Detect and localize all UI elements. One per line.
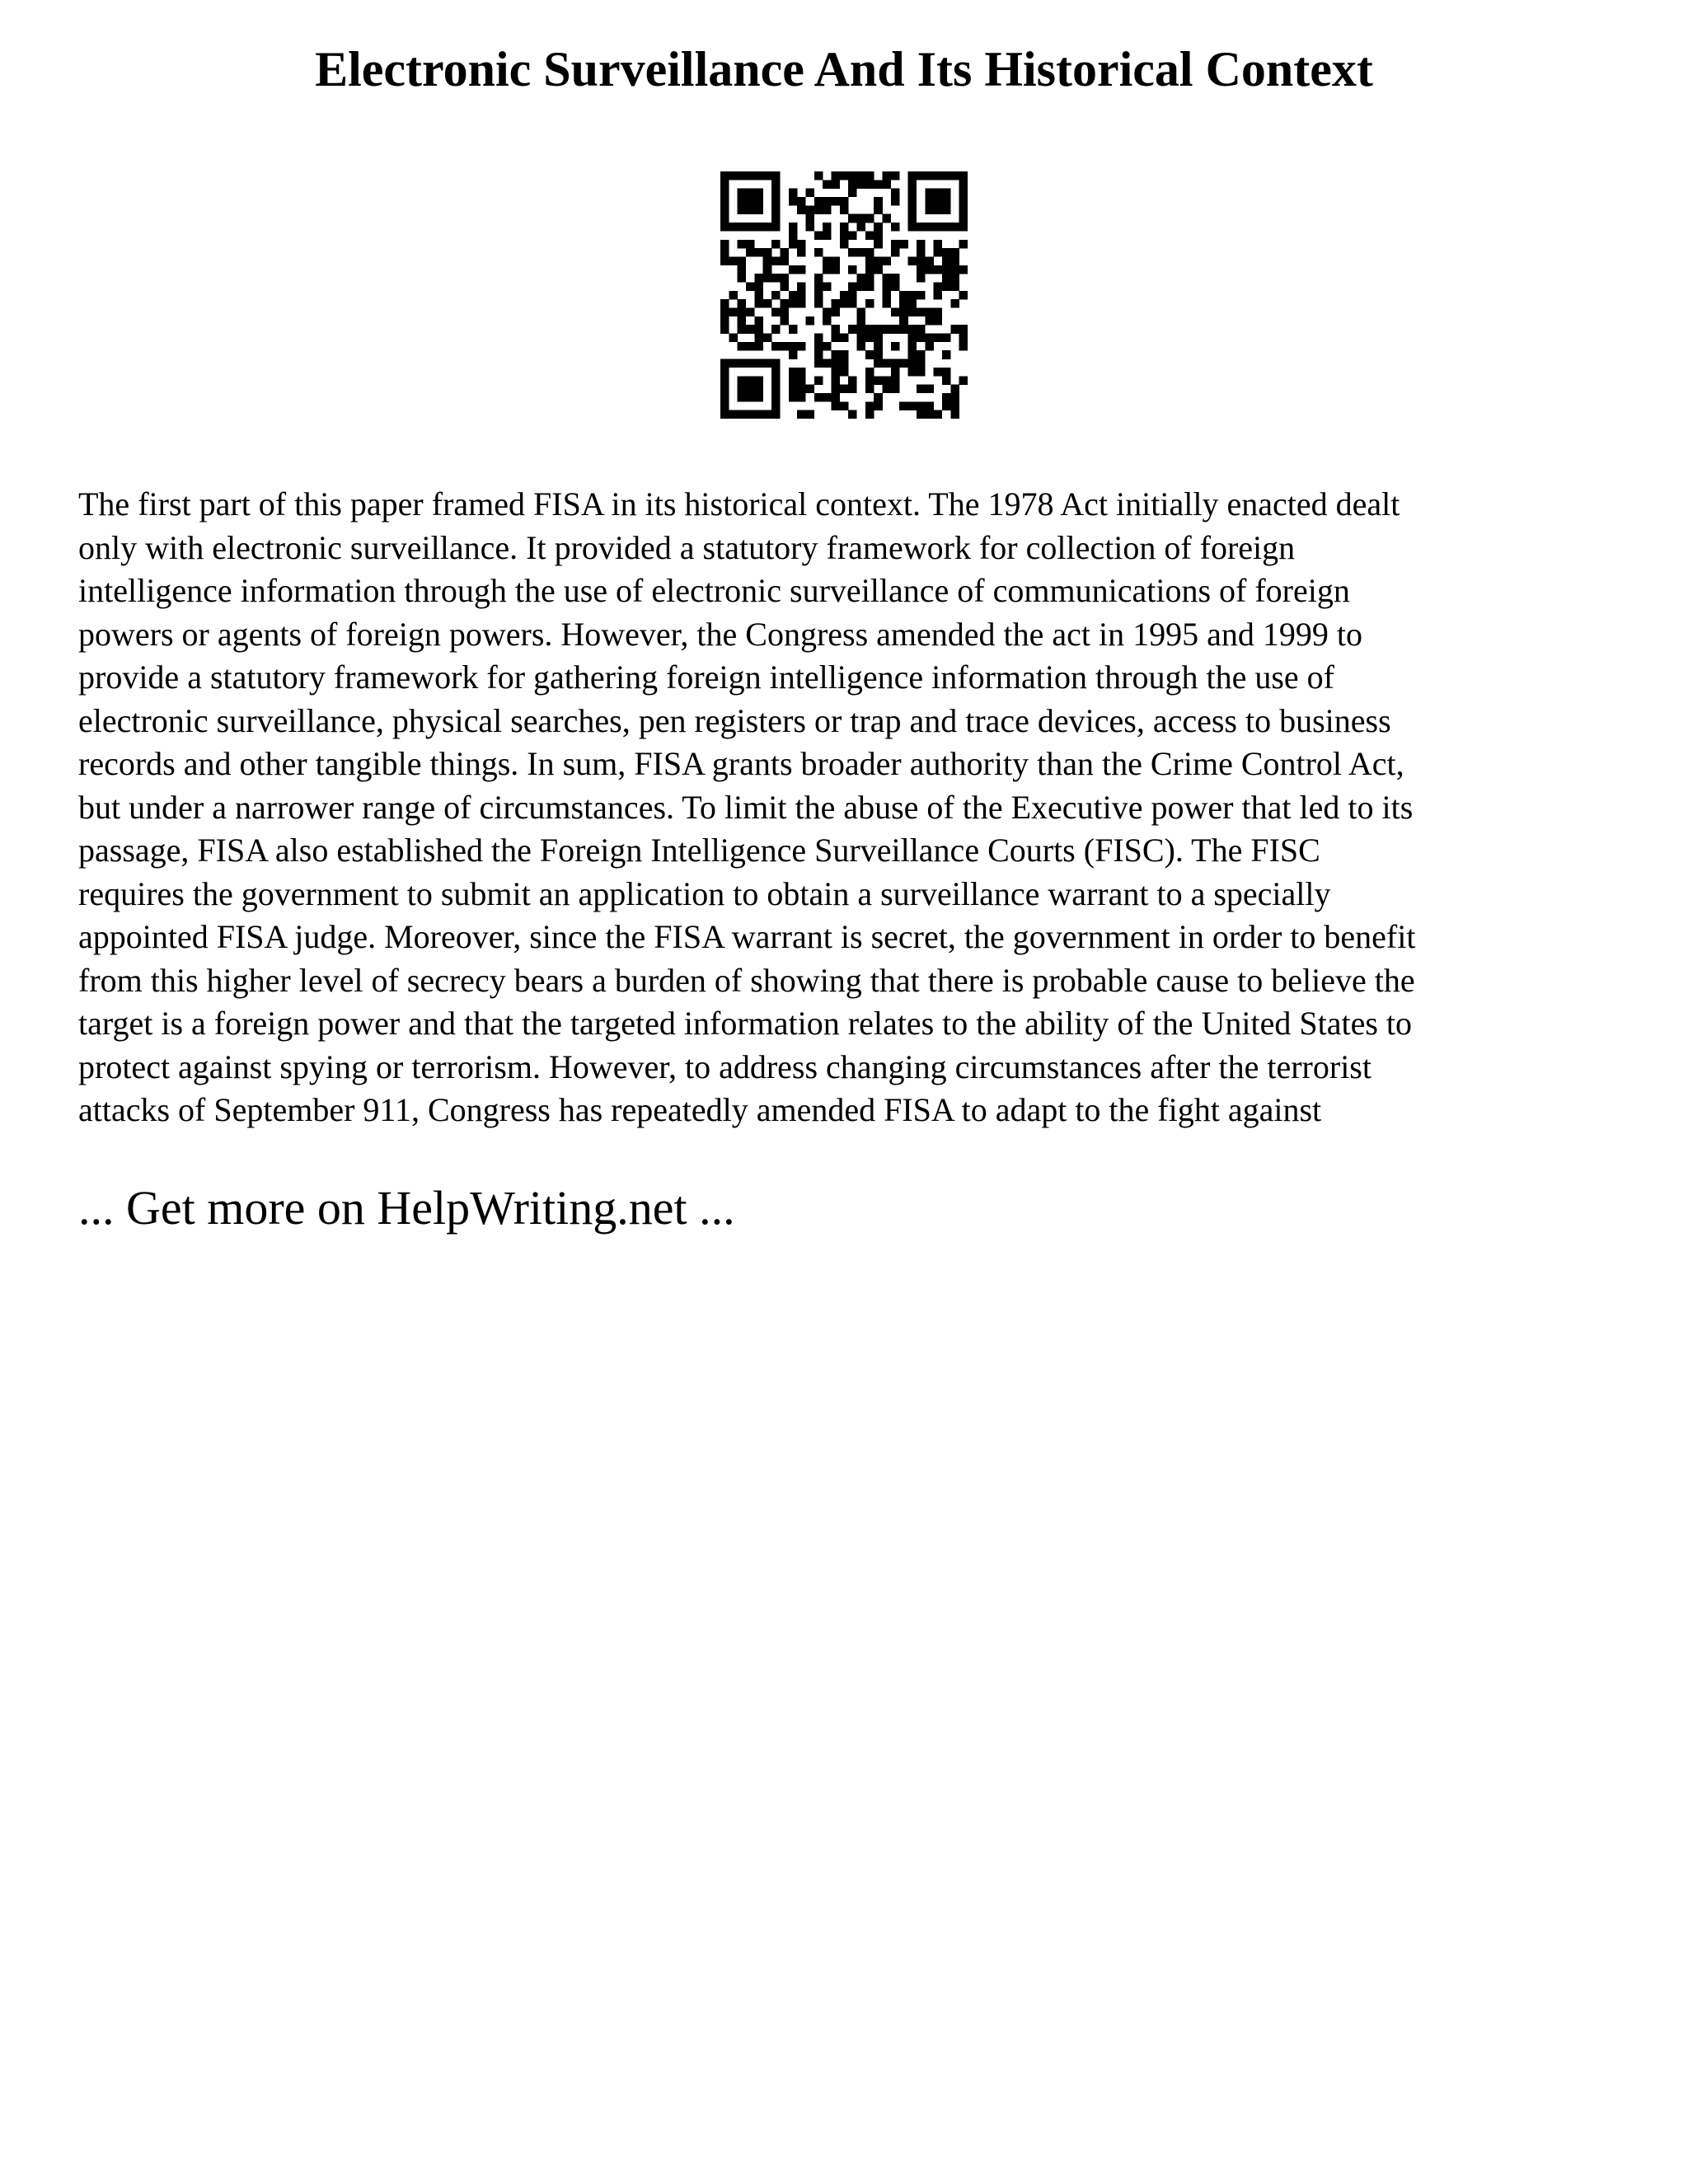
body-line: protect against spying or terrorism. However, to address changing circumstances after the terrorist [78, 1047, 1372, 1085]
body-line: provide a statutory framework for gathering foreign intelligence information through the use of [78, 658, 1334, 696]
body-line: only with electronic surveillance. It provided a statutory framework for collection of foreign [78, 528, 1296, 566]
body-line: from this higher level of secrecy bears a burden of showing that there is probable cause to believe the [78, 961, 1415, 999]
body-line: electronic surveillance, physical searches, pen registers or trap and trace devices, access to business [78, 701, 1391, 739]
document-title: Electronic Surveillance And Its Historical Context [315, 42, 1373, 96]
body-line: records and other tangible things. In sum, FISA grants broader authority than the Crime Control Act, [78, 745, 1404, 782]
body-line: passage, FISA also established the Foreign Intelligence Surveillance Courts (FISC). The FISC [78, 832, 1320, 869]
body-line: powers or agents of foreign powers. However, the Congress amended the act in 1995 and 1999 to [78, 615, 1362, 653]
body-paragraph [78, 483, 1628, 1132]
body-line: The first part of this paper framed FISA in its historical context. The 1978 Act initially enacted dealt [78, 485, 1400, 523]
body-line: requires the government to submit an application to obtain a surveillance warrant to a specially [78, 874, 1331, 912]
body-line: attacks of September 911, Congress has repeatedly amended FISA to adapt to the fight against [78, 1091, 1322, 1128]
body-line: appointed FISA judge. Moreover, since the FISA warrant is secret, the government in order to benefit [78, 918, 1416, 955]
get-more-link[interactable]: ... Get more on HelpWriting.net ... [78, 1181, 735, 1235]
body-line: but under a narrower range of circumstances. To limit the abuse of the Executive power that led to its [78, 788, 1414, 826]
body-line: intelligence information through the use of electronic surveillance of communications of foreign [78, 572, 1350, 609]
body-line: target is a foreign power and that the targeted information relates to the ability of the United States to [78, 1005, 1413, 1042]
qr-code-icon [720, 171, 968, 419]
